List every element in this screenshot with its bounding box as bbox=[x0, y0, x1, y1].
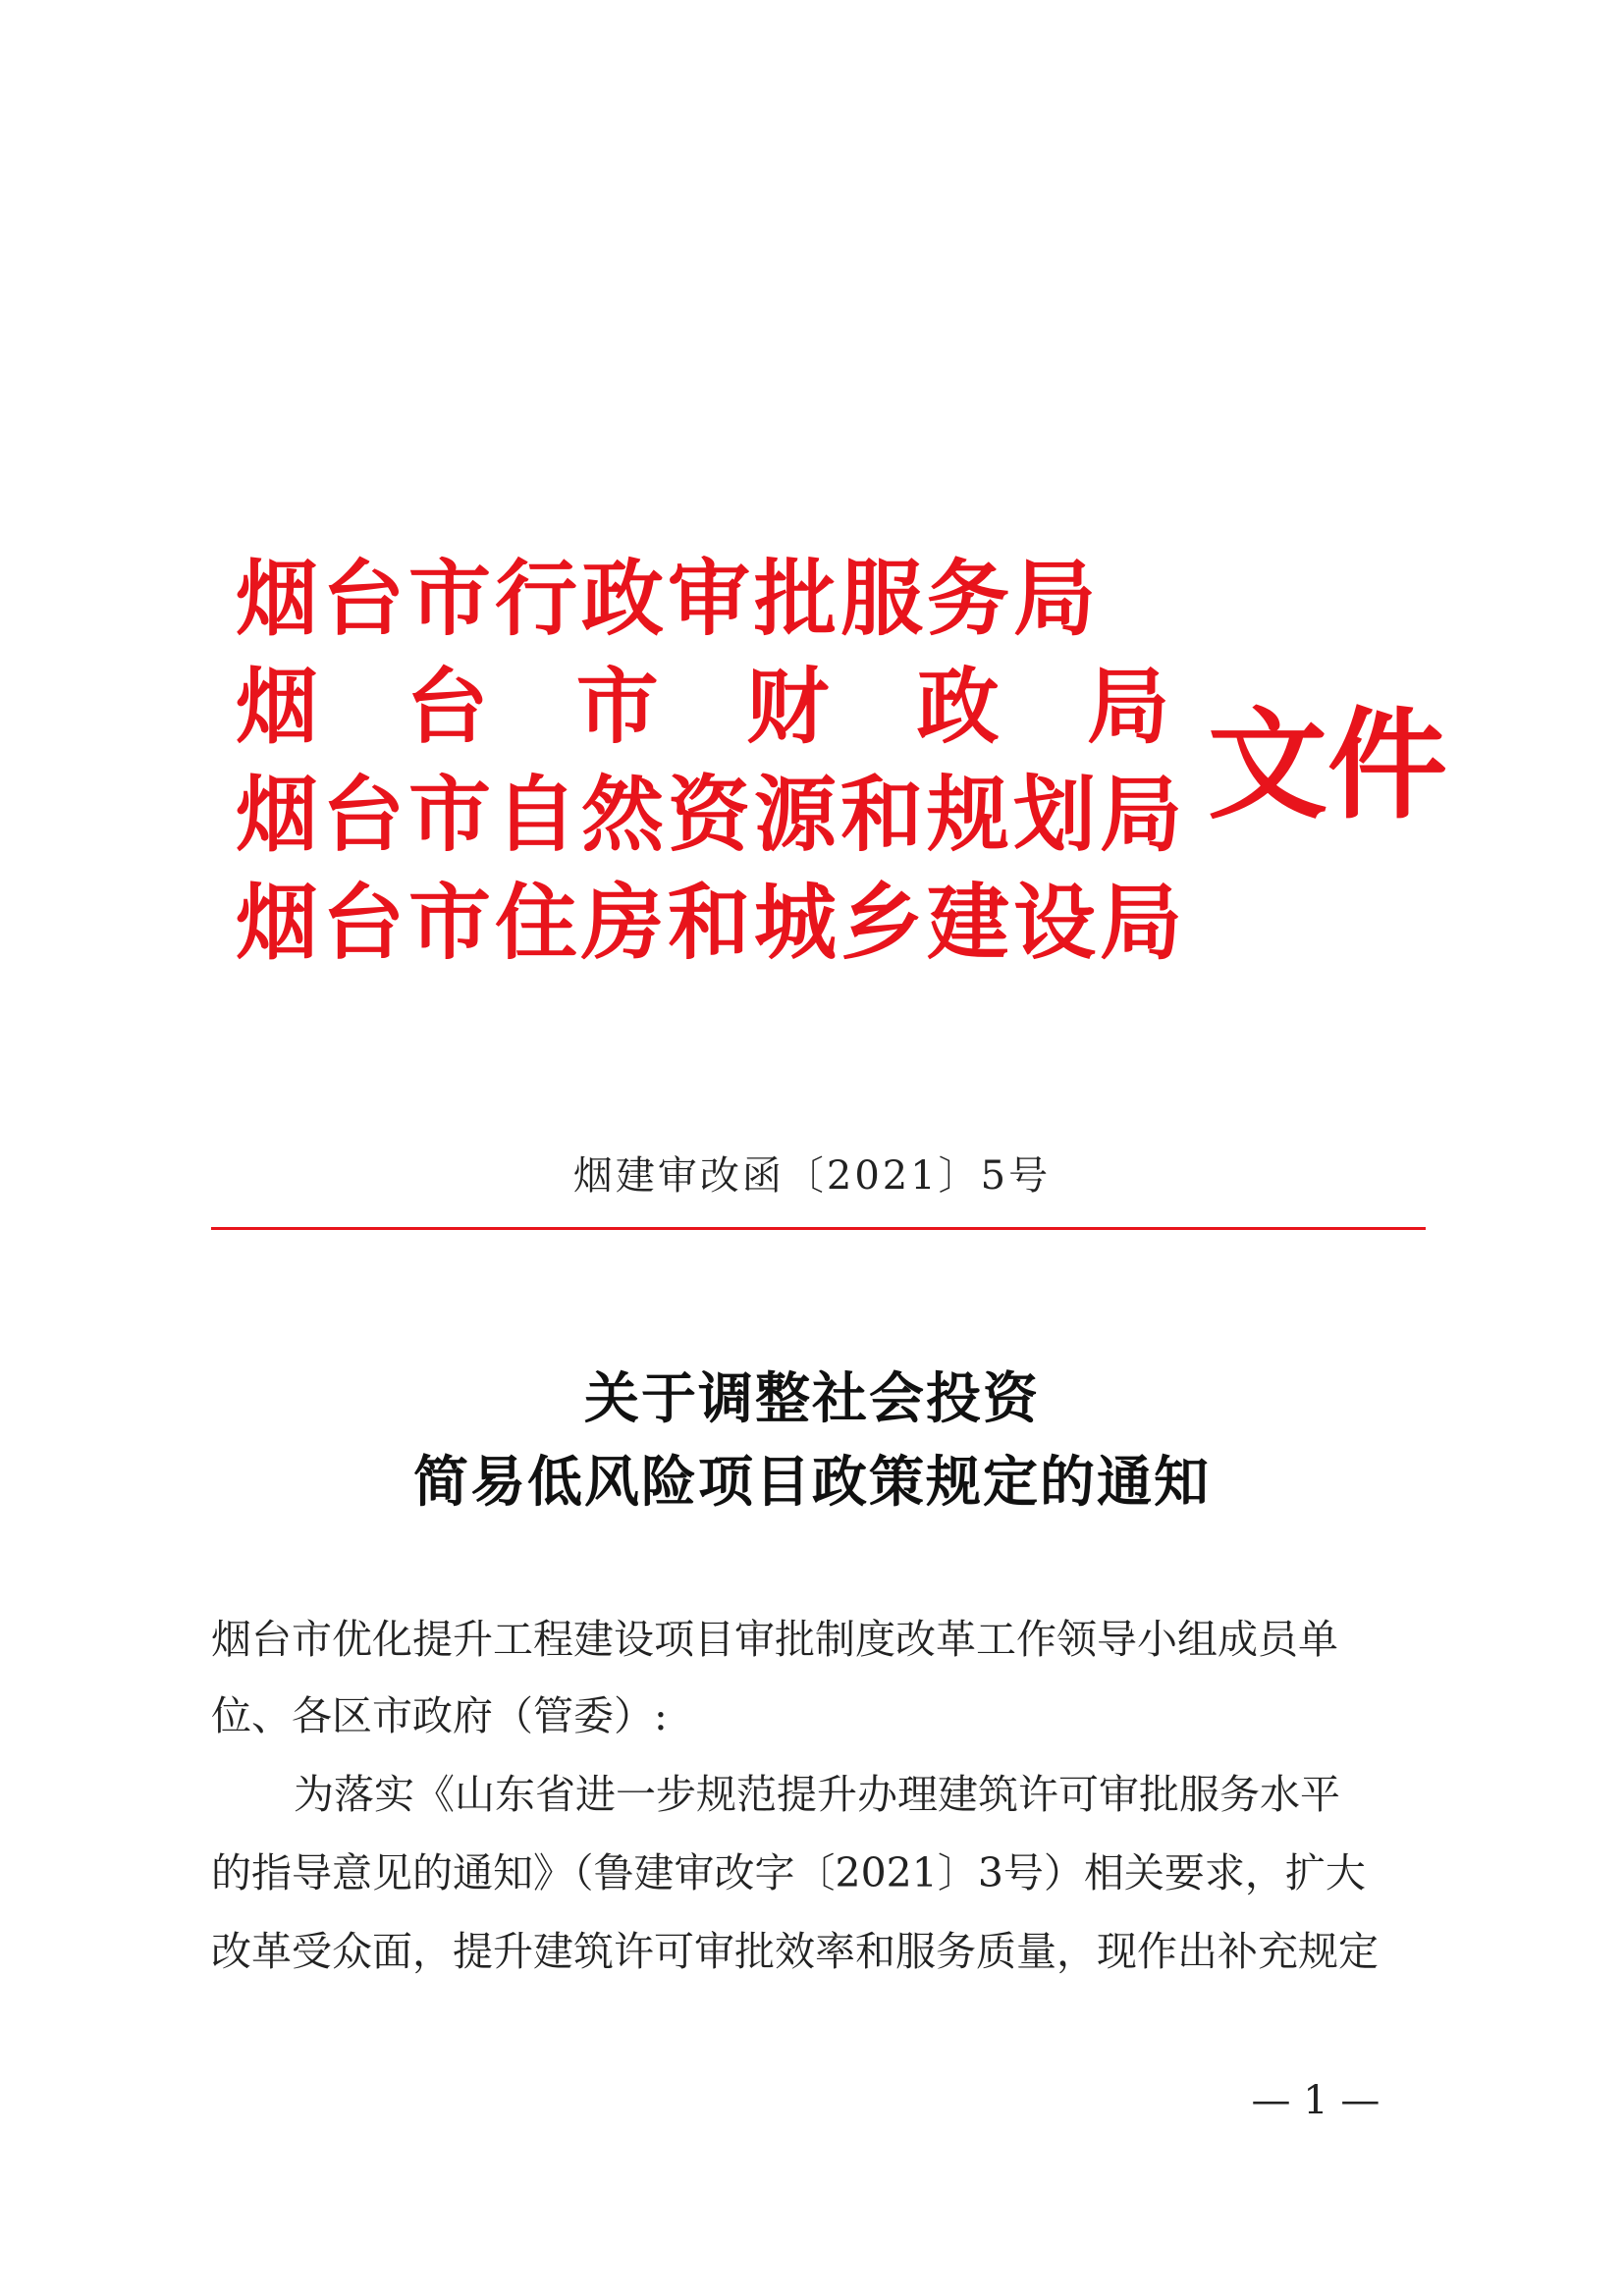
agency-name-finance-text bbox=[236, 658, 1173, 756]
agency-name-natural-resources-bureau: 烟台市自然资源和规划局 bbox=[236, 767, 1187, 863]
agency-name-housing-bureau: 烟台市住房和城乡建设局 bbox=[236, 875, 1187, 971]
document-number: 烟建审改函〔2021〕5号 bbox=[572, 1153, 1052, 1199]
addressee-line-2: 位、各区市政府（管委）: bbox=[211, 1692, 668, 1739]
agency-name-char: 财 bbox=[746, 659, 834, 755]
agency-name-approval-bureau: 烟台市行政审批服务局 bbox=[236, 551, 1101, 647]
agency-name-char: 烟 bbox=[236, 659, 323, 755]
paragraph-line-1: 为落实《山东省进一步规范提升办理建筑许可审批服务水平 bbox=[294, 1771, 1340, 1818]
agency-name-char: 市 bbox=[575, 659, 663, 755]
document-type-label: 文件 bbox=[1208, 696, 1447, 835]
agency-name-char: 台 bbox=[406, 659, 493, 755]
paragraph-line-2: 的指导意见的通知》（鲁建审改字〔2021〕3号）相关要求，扩大 bbox=[211, 1849, 1366, 1896]
red-divider-line bbox=[211, 1227, 1426, 1230]
agency-name-char: 局 bbox=[1086, 659, 1173, 755]
paragraph-line-3: 改革受众面，提升建筑许可审批效率和服务质量，现作出补充规定 bbox=[211, 1928, 1379, 1975]
document-title-line-2: 简易低风险项目政策规定的通知 bbox=[413, 1450, 1211, 1515]
agency-name-char: 政 bbox=[916, 659, 1003, 755]
document-title-line-1: 关于调整社会投资 bbox=[584, 1366, 1040, 1431]
addressee-line-1: 烟台市优化提升工程建设项目审批制度改革工作领导小组成员单 bbox=[211, 1616, 1338, 1663]
red-letterhead bbox=[236, 550, 1447, 982]
page-number: — 1 — bbox=[1251, 2078, 1380, 2123]
agency-name-finance-bureau bbox=[236, 658, 1178, 756]
